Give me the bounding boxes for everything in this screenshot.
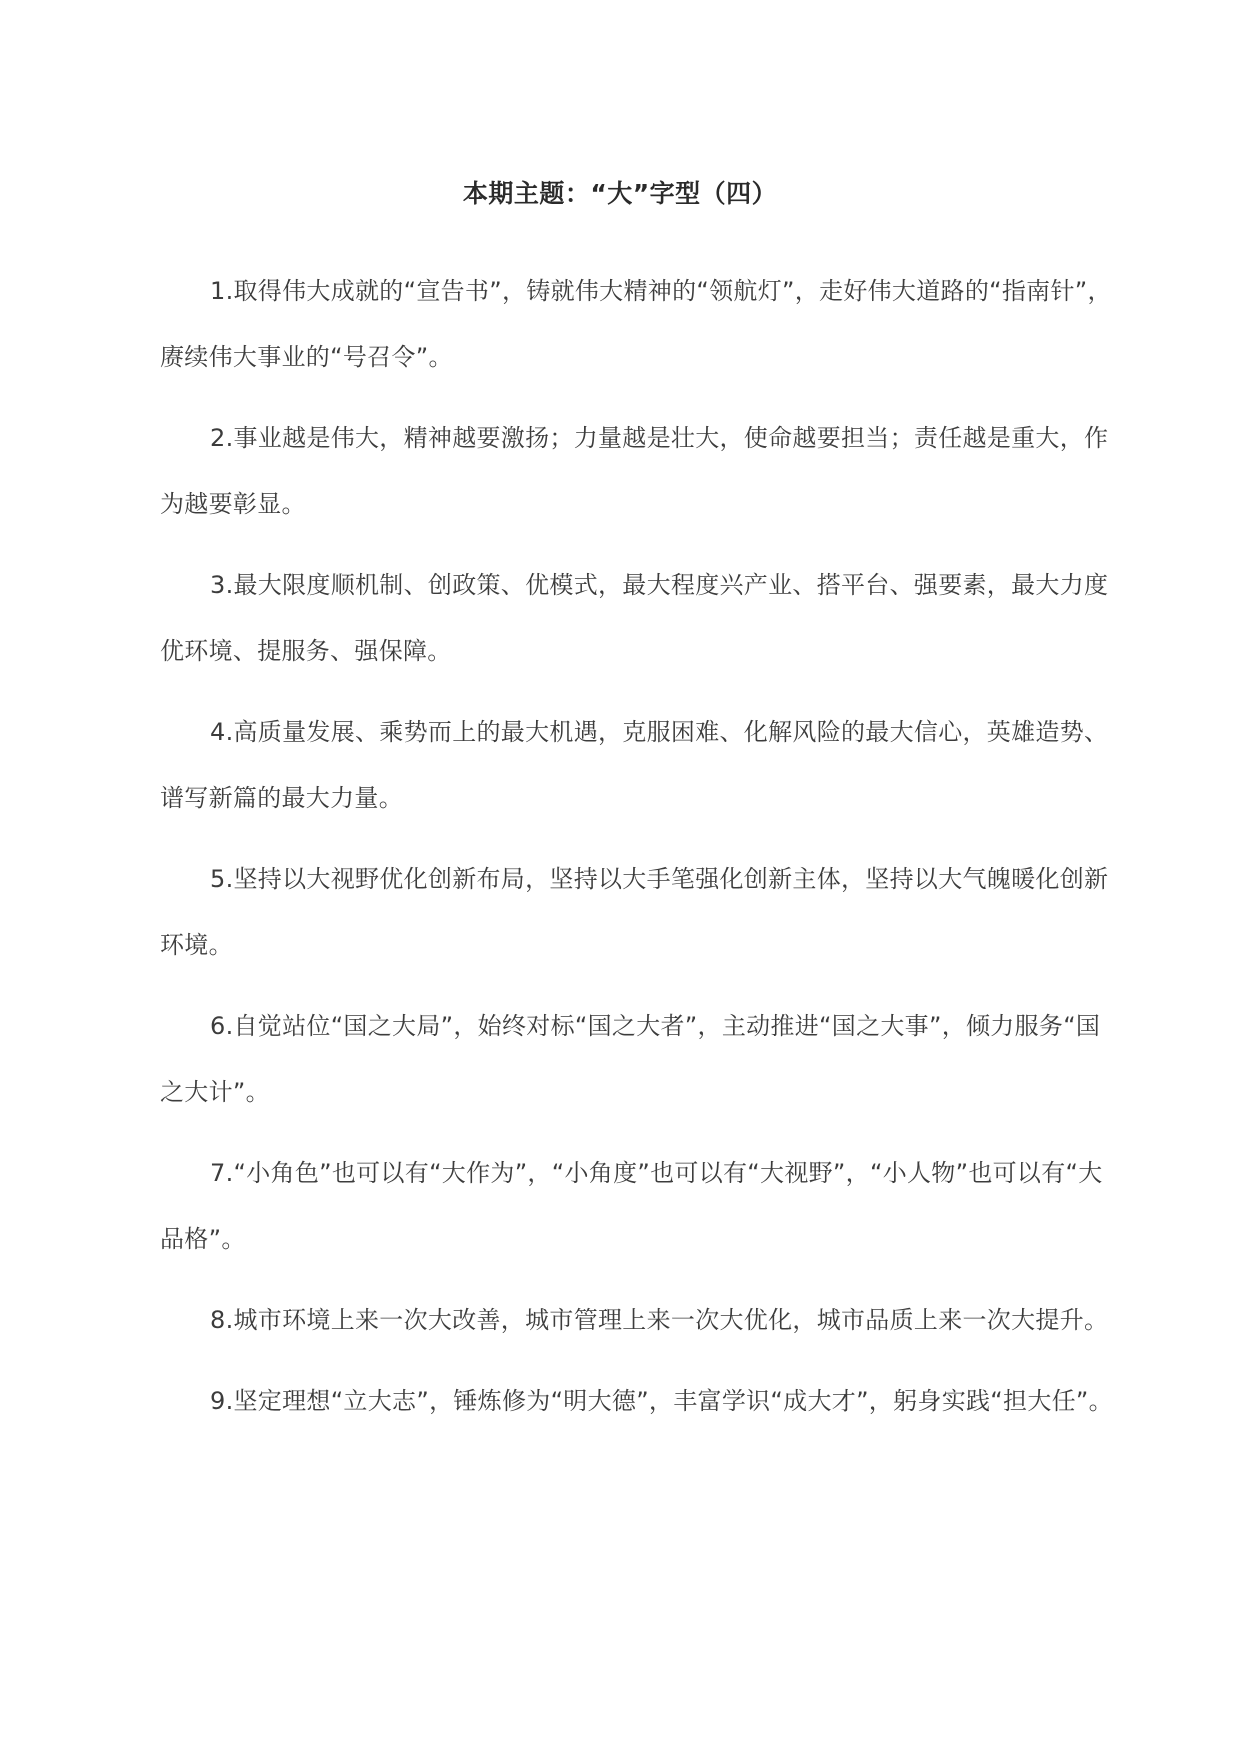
document-title: 本期主题：“大”字型（四） <box>462 179 778 208</box>
list-item: 6.自觉站位“国之大局”，始终对标“国之大者”，主动推进“国之大事”，倾力服务“国之大计”。 <box>160 1012 1101 1106</box>
list-item: 7.“小角色”也可以有“大作为”，“小角度”也可以有“大视野”，“小人物”也可以有“大品格”。 <box>160 1159 1103 1253</box>
item-list <box>160 258 1120 1449</box>
list-item: 1.取得伟大成就的“宣告书”，铸就伟大精神的“领航灯”，走好伟大道路的“指南针”，赓续伟大事业的“号召令”。 <box>160 277 1112 371</box>
list-item: 9.坚定理想“立大志”，锤炼修为“明大德”，丰富学识“成大才”，躬身实践“担大任”。 <box>210 1387 1113 1415</box>
list-item: 2.事业越是伟大，精神越要激扬；力量越是壮大，使命越要担当；责任越是重大，作为越要彰显。 <box>160 424 1109 518</box>
list-item: 8.城市环境上来一次大改善，城市管理上来一次大优化，城市品质上来一次大提升。 <box>210 1306 1109 1334</box>
list-item: 4.高质量发展、乘势而上的最大机遇，克服困难、化解风险的最大信心，英雄造势、谱写新篇的最大力量。 <box>160 718 1109 812</box>
list-item: 3.最大限度顺机制、创政策、优模式，最大程度兴产业、搭平台、强要素，最大力度优环境、提服务、强保障。 <box>160 571 1109 665</box>
list-item: 5.坚持以大视野优化创新布局，坚持以大手笔强化创新主体，坚持以大气魄暖化创新环境。 <box>160 865 1109 959</box>
